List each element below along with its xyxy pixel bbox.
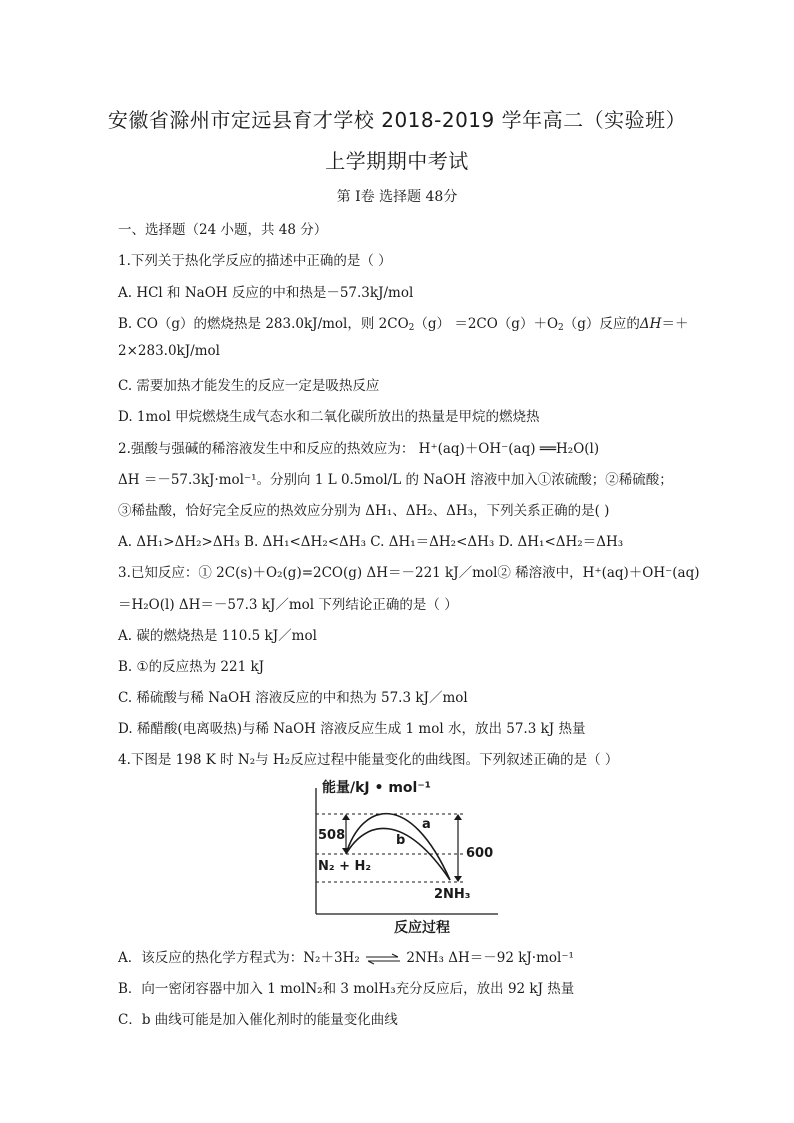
q3-option-a: A. 碳的燃烧热是 110.5 kJ／mol bbox=[118, 628, 317, 644]
q3-option-b: B. ①的反应热为 221 kJ bbox=[118, 659, 265, 675]
q3-line1: 3.已知反应：① 2C(s)＋O₂(g)=2CO(g) ΔH＝－221 kJ／mol② 稀溶液中，H⁺(aq)＋OH⁻(aq) bbox=[118, 565, 700, 581]
energy-diagram-svg bbox=[300, 772, 510, 940]
label-600: 600 bbox=[466, 846, 494, 861]
q3-option-c: C. 稀硫酸与稀 NaOH 溶液反应的中和热为 57.3 kJ／mol bbox=[118, 690, 468, 706]
q1-option-b-line2: 2×283.0kJ/mol bbox=[118, 343, 220, 359]
arrow-head bbox=[454, 814, 462, 820]
arrow-head bbox=[454, 876, 462, 882]
q1-option-c: C. 需要加热才能发生的反应一定是吸热反应 bbox=[118, 378, 380, 394]
q3-line2: ＝H₂O(l) ΔH＝－57.3 kJ／mol 下列结论正确的是（ ） bbox=[118, 597, 458, 613]
q2-line2: ΔH ＝－57.3kJ·mol⁻¹。分别向 1 L 0.5mol/L 的 NaOH 溶液中加入①浓硫酸；②稀硫酸； bbox=[118, 472, 673, 488]
products-label: 2NH₃ bbox=[434, 887, 471, 902]
q1-option-b-line1 bbox=[118, 312, 688, 333]
exam-title-line2: 上学期期中考试 bbox=[325, 149, 469, 173]
x-axis-label: 反应过程 bbox=[394, 920, 450, 936]
y-axis-label: 能量/kJ • mol⁻¹ bbox=[322, 780, 431, 796]
exam-title-line1: 安徽省滁州市定远县育才学校 2018-2019 学年高二（实验班） bbox=[107, 108, 687, 132]
q1-option-a: A. HCl 和 NaOH 反应的中和热是－57.3kJ/mol bbox=[118, 285, 414, 301]
q1-b-text-2: （g） ＝2CO（g）＋O bbox=[414, 316, 559, 332]
q1-stem: 1.下列关于热化学反应的描述中正确的是（ ） bbox=[118, 253, 392, 269]
q4-a-text-1: A．该反应的热化学方程式为：N₂＋3H₂ bbox=[118, 950, 360, 966]
subscript: 2 bbox=[558, 323, 564, 333]
section-heading: 一、选择题（24 小题，共 48 分） bbox=[118, 222, 328, 238]
q1-b-text-1: B. CO（g）的燃烧热是 283.0kJ/mol，则 2CO bbox=[118, 316, 409, 332]
q4-option-c: C．b 曲线可能是加入催化剂时的能量变化曲线 bbox=[118, 1012, 398, 1028]
q2-line3: ③稀盐酸，恰好完全反应的热效应分别为 ΔH₁、ΔH₂、ΔH₃，下列关系正确的是( ) bbox=[118, 503, 610, 519]
q2-options: A. ΔH₁>ΔH₂>ΔH₃ B. ΔH₁<ΔH₂<ΔH₃ C. ΔH₁＝ΔH₂<ΔH₃ D. ΔH₁<ΔH₂＝ΔH₃ bbox=[118, 534, 624, 550]
curve-a-label: a bbox=[422, 817, 431, 832]
delta-h-symbol: ΔH bbox=[639, 316, 662, 332]
energy-diagram bbox=[300, 772, 510, 940]
equilibrium-arrow-icon bbox=[364, 953, 402, 965]
q4-option-b: B．向一密闭容器中加入 1 molN₂和 3 molH₃充分反应后，放出 92 kJ 热量 bbox=[118, 981, 575, 997]
q4-option-a bbox=[118, 946, 574, 966]
q4-stem: 4.下图是 198 K 时 N₂与 H₂反应过程中能量变化的曲线图。下列叙述正确的是（ ） bbox=[118, 752, 619, 768]
subscript: 2 bbox=[408, 323, 415, 333]
q1-option-d: D. 1mol 甲烷燃烧生成气态水和二氧化碳所放出的热量是甲烷的燃烧热 bbox=[118, 409, 540, 425]
label-508: 508 bbox=[318, 828, 346, 843]
part-heading: 第 I卷 选择题 48分 bbox=[336, 189, 458, 205]
curve-b-label: b bbox=[396, 833, 406, 848]
q1-b-text-3: （g）反应的 bbox=[563, 316, 640, 332]
q2-line1: 2.强酸与强碱的稀溶液发生中和反应的热效应为： H⁺(aq)＋OH⁻(aq) ══H₂O(l) bbox=[118, 441, 600, 457]
q4-a-text-2: 2NH₃ ΔH＝－92 kJ·mol⁻¹ bbox=[406, 950, 574, 966]
arrow-head bbox=[342, 814, 350, 820]
q3-option-d: D. 稀醋酸(电离吸热)与稀 NaOH 溶液反应生成 1 mol 水，放出 57.3 kJ 热量 bbox=[118, 721, 586, 737]
reactants-label: N₂ + H₂ bbox=[318, 859, 372, 874]
q1-b-text-4: ＝＋ bbox=[661, 316, 689, 332]
